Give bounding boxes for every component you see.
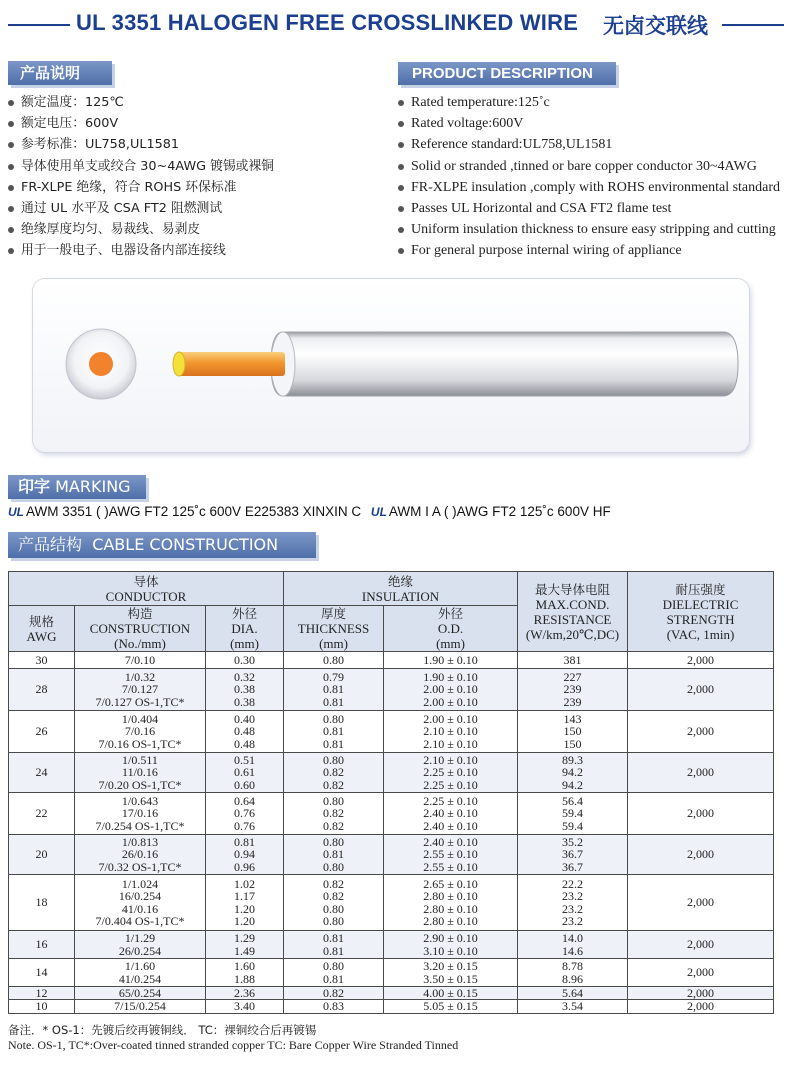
cell-resistance: [518, 987, 628, 1000]
cell-dia: [206, 753, 284, 793]
construction-heading-en: CABLE CONSTRUCTION: [92, 535, 279, 554]
cell-thickness-line: 0.80: [323, 752, 345, 767]
cell-thickness-line: 0.82: [323, 818, 345, 833]
cell-thickness: [284, 793, 384, 835]
cell-dielectric: 2,000: [628, 652, 774, 669]
cell-dia-line: 1.17: [234, 889, 255, 904]
header-dia: 外径 DIA. (mm): [206, 606, 284, 652]
cell-awg: 22: [9, 793, 75, 835]
table-row: [9, 835, 774, 875]
ul-logo-icon: UL: [370, 505, 387, 519]
cell-construction-line: 41/0.16: [121, 901, 159, 916]
cell-od: [384, 987, 518, 1000]
cell-od: [384, 1000, 518, 1013]
header-insulation: 绝缘 INSULATION: [284, 572, 518, 606]
spec-table-wrap: [8, 571, 773, 1014]
cell-resistance-line: 35.2: [562, 834, 584, 849]
cell-od-line: 3.10 ± 0.10: [423, 943, 478, 958]
table-row: [9, 987, 774, 1000]
construction-heading-cn: 产品结构: [18, 535, 83, 554]
cell-od-line: 2.10 ± 0.10: [423, 752, 478, 767]
cell-awg: 12: [9, 987, 75, 1000]
cell-construction-line: 7/0.127 OS-1,TC*: [95, 694, 185, 709]
cell-awg: 16: [9, 931, 75, 959]
cell-dia-line: 1.02: [234, 876, 255, 891]
cell-od-line: 2.55 ± 0.10: [423, 847, 478, 862]
cell-thickness-line: 0.81: [323, 694, 345, 709]
cell-dia: [206, 1000, 284, 1013]
cell-od-line: 2.00 ± 0.10: [423, 694, 478, 709]
spec-table: [8, 571, 774, 1014]
cell-dia-line: 2.36: [234, 986, 255, 1000]
cell-resistance-line: 23.2: [562, 913, 584, 928]
cell-dia-line: 0.51: [234, 752, 255, 767]
cell-od: [384, 959, 518, 987]
description-heading-cn: 产品说明: [8, 61, 112, 85]
cell-construction-line: 1/1.60: [124, 959, 156, 974]
cell-construction: [75, 875, 206, 931]
cell-dielectric: 2,000: [628, 669, 774, 711]
cell-resistance-line: 381: [563, 652, 582, 667]
cell-thickness-line: 0.81: [323, 724, 345, 739]
cell-dia-line: 0.96: [234, 859, 255, 874]
cell-resistance: [518, 753, 628, 793]
cell-resistance-line: 8.78: [562, 959, 584, 974]
cell-dia: [206, 793, 284, 835]
cell-od: [384, 793, 518, 835]
cell-construction: [75, 753, 206, 793]
cell-od-line: 2.55 ± 0.10: [423, 859, 478, 874]
cell-construction-line: 7/0.20 OS-1,TC*: [98, 777, 182, 792]
cell-od: [384, 835, 518, 875]
cell-dia-line: 1.88: [234, 971, 255, 986]
cell-dia-line: 1.29: [234, 931, 255, 946]
cell-dia: [206, 987, 284, 1000]
cell-dia-line: 0.48: [234, 736, 255, 751]
cell-od-line: 2.40 ± 0.10: [423, 834, 478, 849]
cell-resistance-line: 227: [563, 669, 582, 684]
cell-construction-line: 65/0.254: [118, 986, 162, 1000]
list-item: Rated voltage:600V: [398, 113, 798, 134]
cell-resistance-line: 36.7: [562, 859, 584, 874]
description-list-cn: [8, 92, 388, 262]
cell-dia-line: 0.81: [234, 834, 255, 849]
cell-thickness-line: 0.82: [323, 806, 345, 821]
table-row: [9, 711, 774, 753]
cell-thickness: [284, 959, 384, 987]
cell-construction: [75, 959, 206, 987]
cell-construction-line: 11/0.16: [122, 765, 158, 780]
list-item: FR-XLPE insulation ,comply with ROHS environmental standard: [398, 177, 798, 198]
cell-dia: [206, 711, 284, 753]
cell-thickness: [284, 652, 384, 669]
cell-od-line: 2.80 ± 0.10: [423, 901, 478, 916]
list-item: Passes UL Horizontal and CSA FT2 flame test: [398, 198, 798, 219]
cell-thickness-line: 0.81: [323, 943, 345, 958]
cell-thickness: [284, 753, 384, 793]
list-item: 额定电压：600V: [8, 113, 388, 134]
header-od: 外径 O.D. (mm): [384, 606, 518, 652]
cell-resistance-line: 23.2: [562, 901, 584, 916]
cell-construction-line: 1/0.511: [122, 752, 158, 767]
cell-od-line: 2.40 ± 0.10: [423, 818, 478, 833]
cell-dia-line: 1.49: [234, 943, 255, 958]
cell-dia-line: 1.60: [234, 959, 255, 974]
table-row: [9, 753, 774, 793]
cell-od: [384, 875, 518, 931]
cell-thickness-line: 0.80: [323, 711, 345, 726]
cell-od-line: 1.90 ± 0.10: [423, 669, 478, 684]
cell-thickness: [284, 1000, 384, 1013]
cell-thickness-line: 0.80: [323, 793, 345, 808]
cell-thickness: [284, 875, 384, 931]
cell-dia: [206, 959, 284, 987]
cell-thickness-line: 0.80: [323, 652, 345, 667]
cell-thickness-line: 0.80: [323, 859, 345, 874]
cell-thickness-line: 0.82: [323, 765, 345, 780]
cell-resistance-line: 239: [563, 694, 582, 709]
cell-awg: 20: [9, 835, 75, 875]
cell-dia: [206, 835, 284, 875]
cell-resistance-line: 22.2: [562, 876, 584, 891]
cell-dielectric: 2,000: [628, 835, 774, 875]
cell-thickness-line: 0.80: [323, 959, 345, 974]
cell-construction-line: 1/1.024: [121, 876, 159, 891]
cell-od-line: 5.05 ± 0.15: [423, 999, 478, 1014]
cell-construction: [75, 931, 206, 959]
cell-construction-line: 1/0.813: [121, 834, 159, 849]
header-thickness: 厚度 THICKNESS (mm): [284, 606, 384, 652]
cell-awg: 26: [9, 711, 75, 753]
cell-resistance: [518, 931, 628, 959]
list-item: FR-XLPE 绝缘，符合 ROHS 环保标准: [8, 177, 388, 198]
cell-thickness-line: 0.81: [323, 971, 345, 986]
cell-dielectric: 2,000: [628, 793, 774, 835]
cell-od-line: 4.00 ± 0.15: [423, 986, 478, 1000]
cell-dia: [206, 875, 284, 931]
cell-thickness-line: 0.82: [323, 889, 345, 904]
note-en: Note. OS-1, TC*:Over-coated tinned stranded copper TC: Bare Copper Wire Stranded Tinned: [8, 1038, 459, 1052]
cell-thickness: [284, 711, 384, 753]
cell-od: [384, 753, 518, 793]
cell-od-line: 2.80 ± 0.10: [423, 913, 478, 928]
cell-dielectric: 2,000: [628, 875, 774, 931]
cell-construction-line: 7/0.254 OS-1,TC*: [95, 818, 185, 833]
table-row: [9, 875, 774, 931]
cell-thickness: [284, 987, 384, 1000]
ul-logo-icon: UL: [8, 505, 24, 519]
cell-thickness-line: 0.80: [323, 913, 345, 928]
cell-dielectric: 2,000: [628, 931, 774, 959]
cell-od-line: 2.10 ± 0.10: [423, 736, 478, 751]
cell-dielectric: 2,000: [628, 987, 774, 1000]
cell-construction-line: 1/0.643: [121, 793, 159, 808]
cell-construction: [75, 711, 206, 753]
cell-resistance-line: 8.96: [562, 971, 584, 986]
cell-dia-line: 0.76: [234, 818, 255, 833]
table-row: [9, 652, 774, 669]
cell-dia-line: 0.61: [234, 765, 255, 780]
list-item: 参考标准：UL758,UL1581: [8, 134, 388, 155]
table-row: [9, 959, 774, 987]
notes: [8, 1023, 458, 1053]
cell-thickness: [284, 931, 384, 959]
cell-resistance: [518, 711, 628, 753]
list-item: 用于一般电子、电器设备内部连接线: [8, 240, 388, 261]
cell-od-line: 2.40 ± 0.10: [423, 806, 478, 821]
list-item: For general purpose internal wiring of appliance: [398, 240, 798, 261]
cell-thickness: [284, 669, 384, 711]
cell-od-line: 3.20 ± 0.15: [423, 959, 478, 974]
list-item: 导体使用单支或绞合 30~4AWG 镀锡或裸铜: [8, 156, 388, 177]
cell-dia: [206, 669, 284, 711]
cell-dia-line: 1.20: [234, 913, 255, 928]
cell-construction-line: 7/15/0.254: [114, 999, 166, 1014]
header-dielectric: 耐压强度 DIELECTRIC STRENGTH (VAC, 1min): [628, 572, 774, 652]
cell-dia-line: 0.64: [234, 793, 255, 808]
list-item: 额定温度：125℃: [8, 92, 388, 113]
cell-construction-line: 1/1.29: [124, 931, 156, 946]
description-heading-en: PRODUCT DESCRIPTION: [398, 62, 616, 85]
table-row: [9, 1000, 774, 1013]
cell-resistance-line: 143: [563, 711, 582, 726]
cell-awg: 30: [9, 652, 75, 669]
marking-line-1: AWM 3351 ( )AWG FT2 125˚c 600V E225383 XINXIN C: [26, 504, 362, 519]
table-row: [9, 931, 774, 959]
marking-heading-en: MARKING: [55, 477, 131, 496]
list-item: Uniform insulation thickness to ensure easy stripping and cutting: [398, 219, 798, 240]
cell-resistance: [518, 959, 628, 987]
cell-dielectric: 2,000: [628, 753, 774, 793]
cell-construction-line: 41/0.254: [118, 971, 162, 986]
table-row: [9, 793, 774, 835]
cell-dia-line: 0.94: [234, 847, 255, 862]
cell-thickness: [284, 835, 384, 875]
cell-resistance-line: 14.6: [562, 943, 584, 958]
page-title-cn: 无卤交联线: [603, 14, 708, 38]
cell-construction-line: 7/0.16 OS-1,TC*: [98, 736, 182, 751]
cell-od: [384, 652, 518, 669]
cell-resistance-line: 94.2: [562, 777, 584, 792]
cell-dia-line: 0.38: [234, 682, 255, 697]
cell-construction: [75, 835, 206, 875]
cell-resistance-line: 23.2: [562, 889, 584, 904]
cell-resistance: [518, 1000, 628, 1013]
cell-od-line: 2.00 ± 0.10: [423, 711, 478, 726]
cell-dia-line: 3.40: [234, 999, 255, 1014]
cell-thickness-line: 0.80: [323, 834, 345, 849]
cell-thickness-line: 0.81: [323, 847, 345, 862]
cell-construction: [75, 987, 206, 1000]
cell-construction-line: 1/0.32: [124, 669, 156, 684]
cell-awg: 18: [9, 875, 75, 931]
cell-od-line: 2.25 ± 0.10: [423, 777, 478, 792]
cell-resistance-line: 94.2: [562, 765, 584, 780]
cell-dia: [206, 652, 284, 669]
cable-jacket: [271, 332, 738, 396]
cross-section-conductor: [89, 352, 113, 376]
cell-resistance-line: 150: [563, 724, 582, 739]
cell-resistance: [518, 875, 628, 931]
cell-dia-line: 0.38: [234, 694, 255, 709]
page-title: UL 3351 HALOGEN FREE CROSSLINKED WIRE: [76, 10, 579, 35]
cell-dia: [206, 931, 284, 959]
cell-thickness-line: 0.81: [323, 682, 345, 697]
cell-resistance-line: 59.4: [562, 818, 584, 833]
cell-thickness-line: 0.82: [323, 777, 345, 792]
cell-awg: 28: [9, 669, 75, 711]
cell-thickness-line: 0.83: [323, 999, 345, 1014]
cell-awg: 10: [9, 1000, 75, 1013]
cell-od-line: 3.50 ± 0.15: [423, 971, 478, 986]
header-size: 规格 AWG: [9, 606, 75, 652]
description-list-en: [398, 92, 798, 262]
cell-resistance-line: 5.64: [562, 986, 584, 1000]
cell-resistance: [518, 669, 628, 711]
cell-construction-line: 7/0.16: [124, 724, 156, 739]
cell-resistance: [518, 793, 628, 835]
list-item: Solid or stranded ,tinned or bare copper conductor 30~4AWG: [398, 156, 798, 177]
cell-construction: [75, 669, 206, 711]
list-item: 通过 UL 水平及 CSA FT2 阻燃测试: [8, 198, 388, 219]
cell-dia-line: 0.40: [234, 711, 255, 726]
header-construction: 构造 CONSTRUCTION (No./mm): [75, 606, 206, 652]
cell-od-line: 2.65 ± 0.10: [423, 876, 478, 891]
note-cn: 备注．* OS-1：先镀后绞再镀铜线． TC：裸铜绞合后再镀锡: [8, 1023, 317, 1037]
list-item: Rated temperature:125˚c: [398, 92, 798, 113]
list-item: Reference standard:UL758,UL1581: [398, 134, 798, 155]
marking-heading-cn: 印字: [18, 477, 51, 496]
cell-od: [384, 711, 518, 753]
cable-illustration: [33, 279, 749, 452]
cable-drawing: [33, 279, 749, 452]
cell-dia-line: 0.48: [234, 724, 255, 739]
cell-thickness-line: 0.82: [323, 986, 345, 1000]
cell-dielectric: 2,000: [628, 1000, 774, 1013]
cell-od-line: 2.80 ± 0.10: [423, 889, 478, 904]
cell-resistance-line: 89.3: [562, 752, 584, 767]
construction-heading: [8, 532, 316, 558]
cell-od-line: 1.90 ± 0.10: [423, 652, 478, 667]
cell-resistance-line: 14.0: [562, 931, 584, 946]
cell-construction: [75, 1000, 206, 1013]
header-resistance: 最大导体电阻 MAX.COND. RESISTANCE (W/km,20℃,DC): [518, 572, 628, 652]
marking-heading: [8, 475, 146, 499]
cell-od-line: 2.25 ± 0.10: [423, 793, 478, 808]
title-rule-right: [722, 24, 784, 26]
cell-od-line: 2.10 ± 0.10: [423, 724, 478, 739]
list-item: 绝缘厚度均匀、易裁线、易剥皮: [8, 219, 388, 240]
cell-construction: [75, 652, 206, 669]
cell-dia-line: 0.60: [234, 777, 255, 792]
cell-construction-line: 7/0.404 OS-1,TC*: [95, 913, 185, 928]
cell-construction-line: 1/0.404: [121, 711, 159, 726]
cell-dielectric: 2,000: [628, 959, 774, 987]
cell-resistance: [518, 652, 628, 669]
cell-thickness-line: 0.80: [323, 901, 345, 916]
cell-construction-line: 7/0.10: [124, 652, 156, 667]
cell-construction-line: 7/0.127: [121, 682, 159, 697]
cell-od-line: 2.00 ± 0.10: [423, 682, 478, 697]
cell-construction-line: 7/0.32 OS-1,TC*: [98, 859, 182, 874]
marking-line-2: AWM I A ( )AWG FT2 125˚c 600V HF: [388, 504, 611, 519]
title-rule-left: [8, 24, 70, 26]
marking-text: [8, 504, 611, 519]
cell-resistance-line: 3.54: [562, 999, 584, 1014]
cell-construction-line: 16/0.254: [118, 889, 162, 904]
cell-dia-line: 0.76: [234, 806, 255, 821]
cell-construction-line: 26/0.254: [118, 943, 162, 958]
cell-resistance-line: 59.4: [562, 806, 584, 821]
cell-thickness-line: 0.81: [323, 931, 345, 946]
cell-thickness-line: 0.79: [323, 669, 345, 684]
cell-resistance-line: 36.7: [562, 847, 584, 862]
table-row: [9, 669, 774, 711]
cell-resistance: [518, 835, 628, 875]
cell-od-line: 2.90 ± 0.10: [423, 931, 478, 946]
cell-dia-line: 1.20: [234, 901, 255, 916]
cell-resistance-line: 239: [563, 682, 582, 697]
spec-table-body: [9, 652, 774, 1014]
cell-construction-line: 17/0.16: [121, 806, 159, 821]
cell-thickness-line: 0.81: [323, 736, 345, 751]
cell-resistance-line: 56.4: [562, 793, 584, 808]
cell-awg: 24: [9, 753, 75, 793]
cell-construction: [75, 793, 206, 835]
cell-od-line: 2.25 ± 0.10: [423, 765, 478, 780]
cell-resistance-line: 150: [563, 736, 582, 751]
cell-construction-line: 26/0.16: [121, 847, 159, 862]
cell-dia-line: 0.32: [234, 669, 255, 684]
cell-dielectric: 2,000: [628, 711, 774, 753]
cell-od: [384, 931, 518, 959]
cell-awg: 14: [9, 959, 75, 987]
cell-dia-line: 0.30: [234, 652, 255, 667]
exposed-conductor: [179, 352, 285, 376]
cell-od: [384, 669, 518, 711]
header-conductor: 导体 CONDUCTOR: [9, 572, 284, 606]
cell-thickness-line: 0.82: [323, 876, 345, 891]
